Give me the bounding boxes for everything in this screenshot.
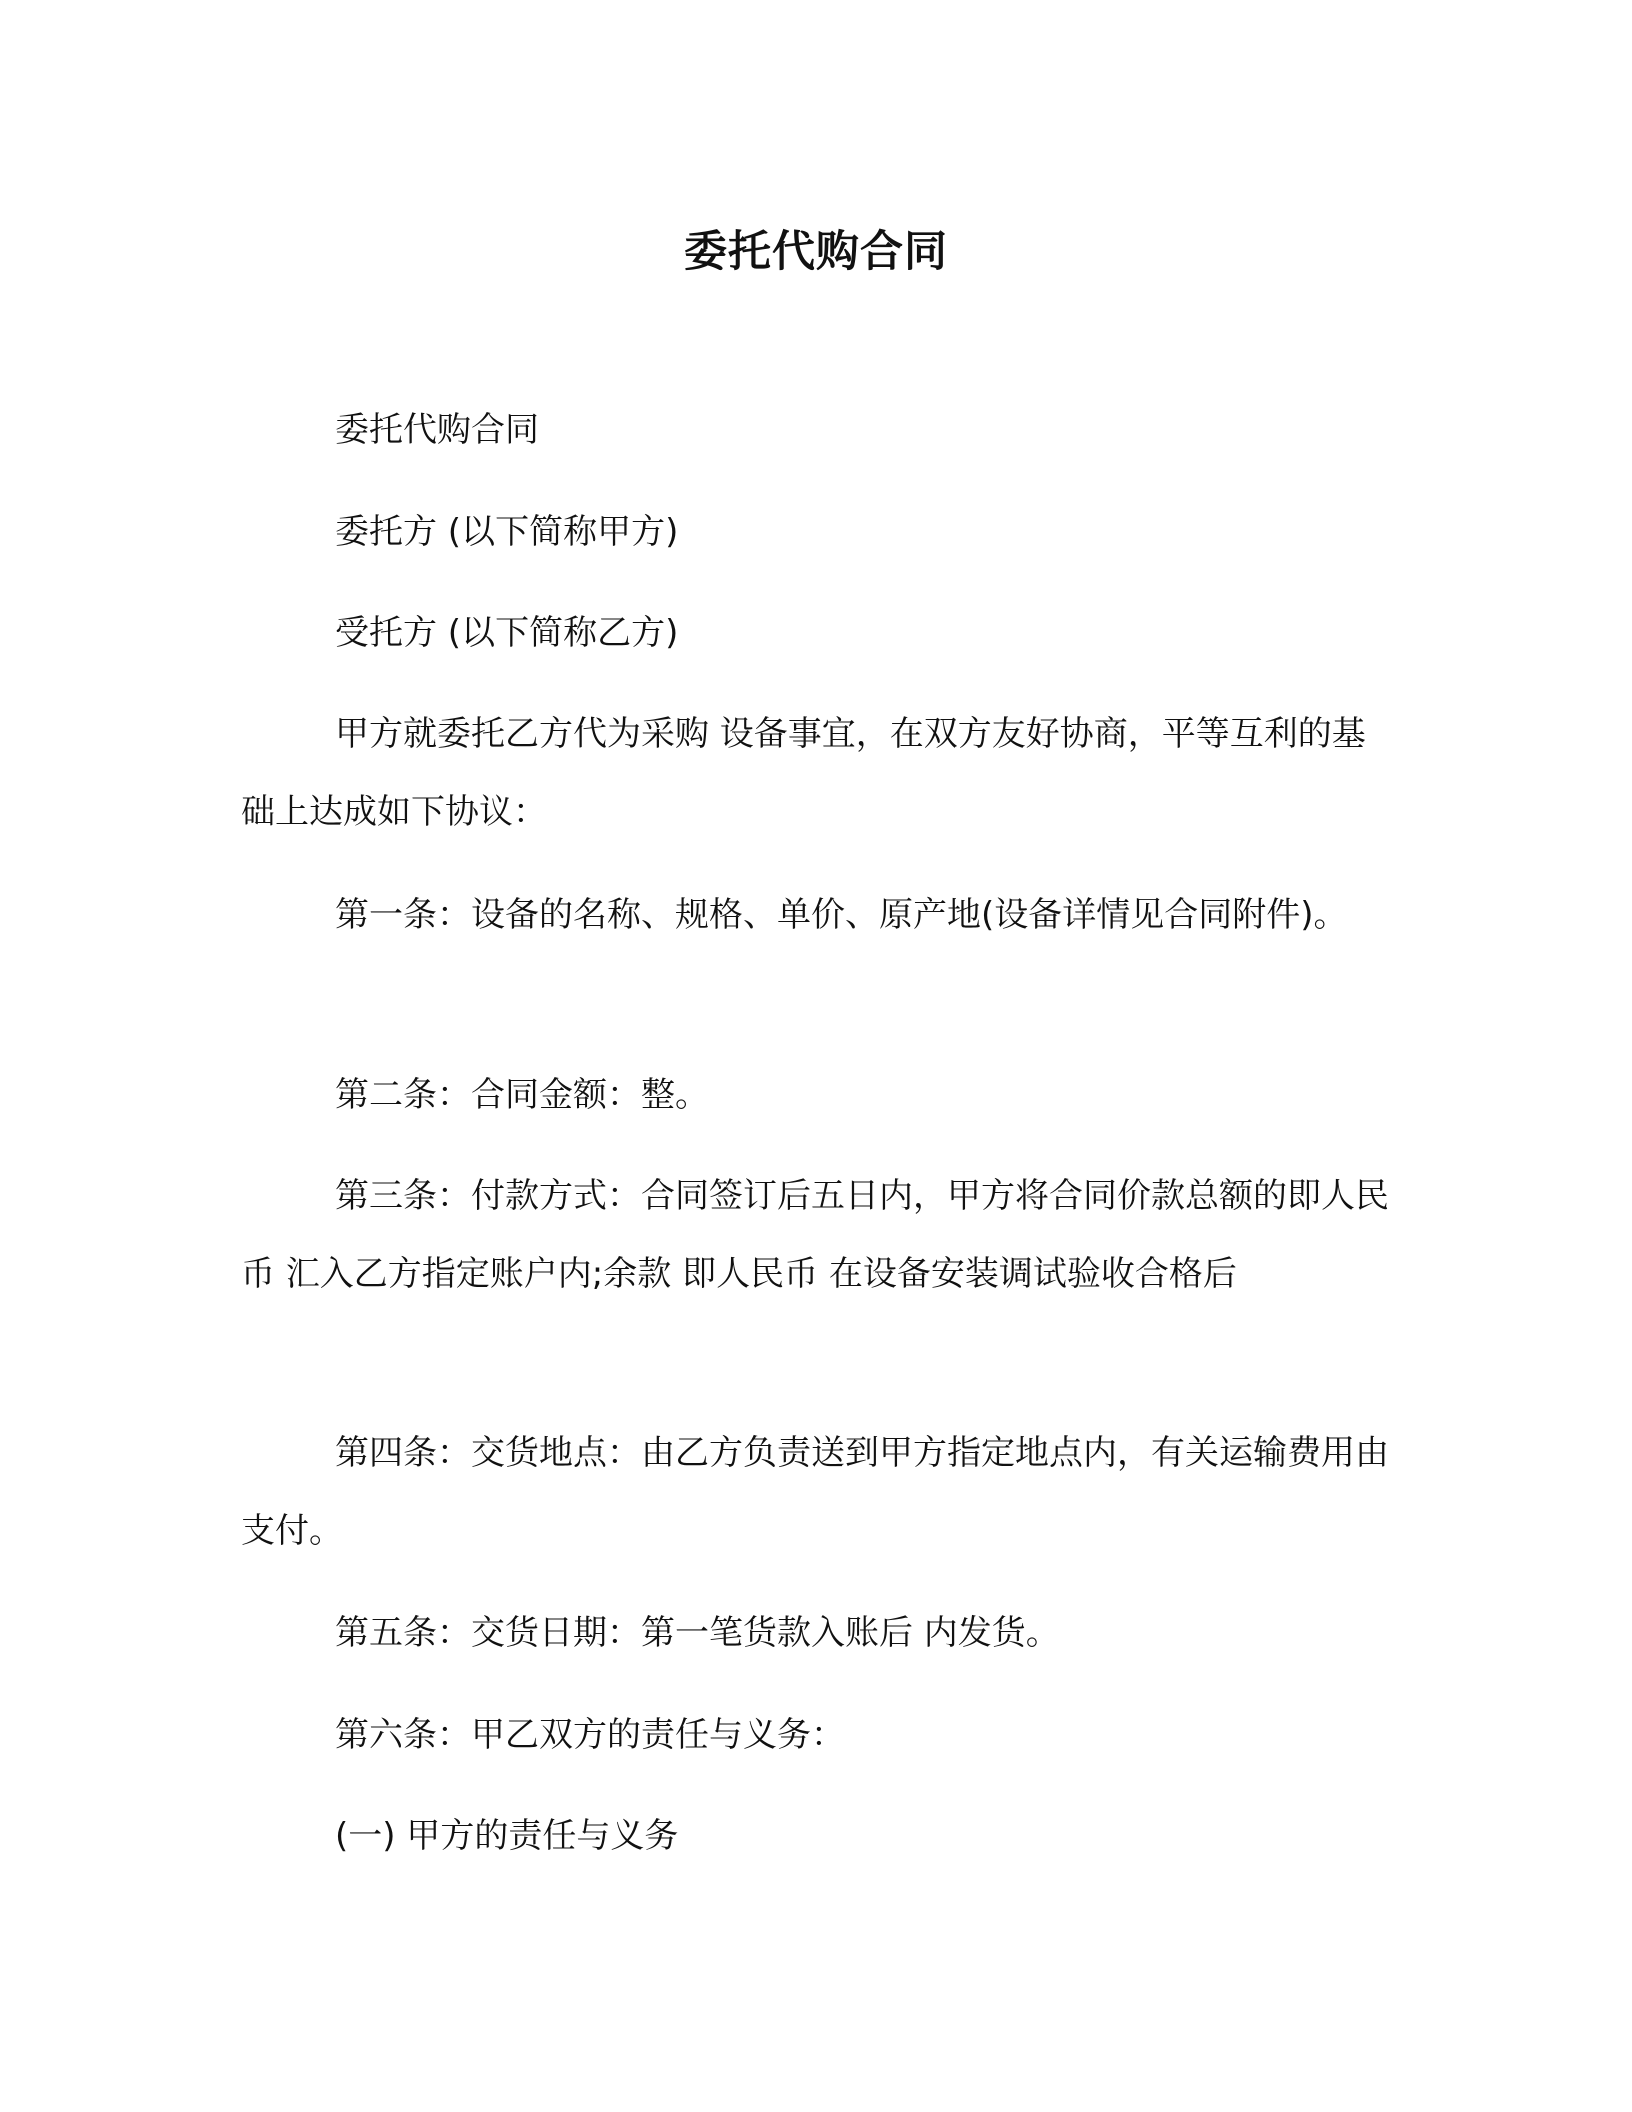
- paragraph-article-5: 第五条：交货日期：第一笔货款入账后 内发货。: [335, 1613, 1060, 1653]
- document-title: 委托代购合同: [684, 227, 948, 277]
- paragraph-preamble: 甲方就委托乙方代为采购 设备事宜，在双方友好协商，平等互利的基础上达成如下协议：: [241, 714, 1366, 832]
- paragraph-heading: 委托代购合同: [335, 410, 539, 450]
- paragraph-party-a: 委托方 (以下简称甲方): [335, 512, 679, 552]
- paragraph-article-6: 第六条：甲乙双方的责任与义务：: [335, 1715, 845, 1755]
- paragraph-article-4: 第四条：交货地点：由乙方负责送到甲方指定地点内，有关运输费用由 支付。: [241, 1433, 1389, 1551]
- paragraph-article-3: 第三条：付款方式：合同签订后五日内，甲方将合同价款总额的即人民币 汇入乙方指定账户内;余款 即人民币 在设备安装调试验收合格后: [241, 1176, 1389, 1294]
- paragraph-article-2: 第二条：合同金额：整。: [335, 1075, 709, 1115]
- paragraph-article-6-1: (一) 甲方的责任与义务: [335, 1816, 679, 1856]
- paragraph-party-b: 受托方 (以下简称乙方): [335, 613, 679, 653]
- paragraph-article-1: 第一条：设备的名称、规格、单价、原产地(设备详情见合同附件)。: [335, 895, 1348, 935]
